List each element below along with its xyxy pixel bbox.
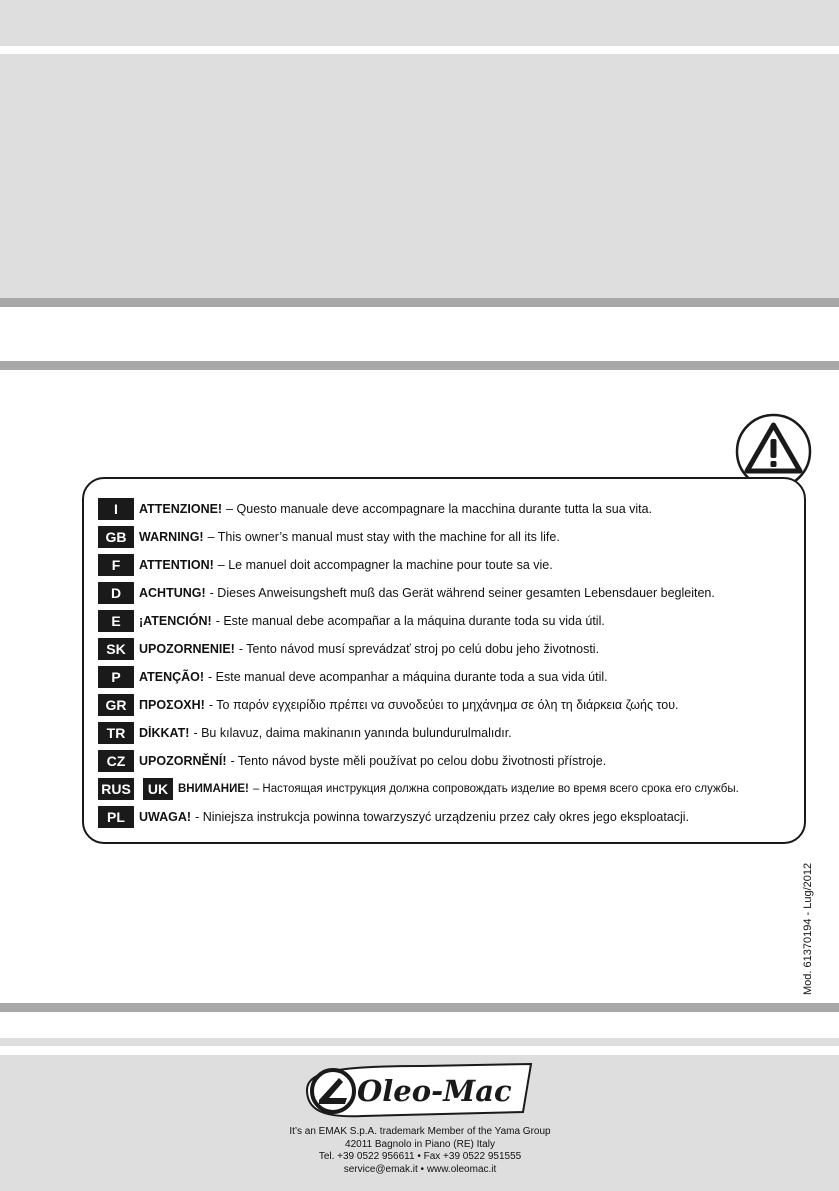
- warning-message: – This owner’s manual must stay with the machine for all its life.: [207, 530, 560, 544]
- warning-label: WARNING!: [139, 530, 204, 544]
- warning-label: UPOZORNENIE!: [139, 642, 235, 656]
- warning-message: – Questo manuale deve accompagnare la macchina durante tutta la sua vita.: [226, 502, 653, 516]
- warning-message: - Este manual debe acompañar a la máquina durante toda su vida útil.: [215, 614, 605, 628]
- top-divider: [0, 298, 839, 307]
- language-code: CZ: [98, 750, 134, 772]
- language-code: GB: [98, 526, 134, 548]
- document-model-code: Mod. 61370194 - Lug/2012: [802, 862, 814, 995]
- warning-row-es: [98, 610, 605, 632]
- warning-message: - Tento návod musí sprevádzať stroj po celú dobu jeho životnosti.: [238, 642, 600, 656]
- warning-row-gb: [98, 526, 560, 548]
- warning-label: ATENÇÃO!: [139, 670, 205, 684]
- language-code-secondary: UK: [143, 778, 173, 800]
- warning-row-gr: [98, 694, 679, 716]
- lower-grey-strip: [0, 1038, 839, 1046]
- warning-row-fr: [98, 554, 553, 576]
- warning-message: - Niniejsza instrukcja powinna towarzyszyć urządzeniu przez cały okres jego eksploatacji.: [195, 810, 690, 824]
- warning-message: - Tento návod byste měli používat po celou dobu životnosti přístroje.: [230, 754, 607, 768]
- warning-row-rus-uk: [98, 778, 739, 800]
- logo-wordmark: Oleo-Mac: [357, 1074, 512, 1108]
- warning-row-pt: [98, 666, 608, 688]
- warning-row-tr: [98, 722, 512, 744]
- middle-divider: [0, 361, 839, 370]
- warning-label: ΠΡΟΣΟΧΗ!: [139, 698, 205, 712]
- warning-label: DİKKAT!: [139, 726, 190, 740]
- multilingual-warning-box: [82, 477, 806, 844]
- warning-label: ATTENZIONE!: [139, 502, 223, 516]
- warning-row-pl: [98, 806, 689, 828]
- top-white-gap: [0, 46, 839, 54]
- language-code: D: [98, 582, 134, 604]
- warning-row-de: [98, 582, 715, 604]
- oleo-mac-logo: [303, 1060, 537, 1122]
- warning-label: ACHTUNG!: [139, 586, 206, 600]
- footer-trademark: It’s an EMAK S.p.A. trademark Member of the Yama Group: [289, 1126, 551, 1137]
- language-code: E: [98, 610, 134, 632]
- warning-message: – Le manuel doit accompagner la machine pour toute sa vie.: [217, 558, 553, 572]
- warning-message: - Dieses Anweisungsheft muß das Gerät während seiner gesamten Lebensdauer begleiten.: [209, 586, 715, 600]
- warning-row-cz: [98, 750, 606, 772]
- lower-divider: [0, 1003, 839, 1012]
- footer-email-web: service@emak.it • www.oleomac.it: [343, 1163, 497, 1175]
- top-grey-block: [0, 54, 839, 298]
- warning-label: ВНИМАНИЕ!: [178, 783, 249, 795]
- warning-message: - Este manual deve acompanhar a máquina durante toda a sua vida útil.: [208, 670, 608, 684]
- warning-row-sk: [98, 638, 599, 660]
- warning-row-it: [98, 498, 652, 520]
- language-code: PL: [98, 806, 134, 828]
- language-code: I: [98, 498, 134, 520]
- warning-label: UWAGA!: [139, 810, 192, 824]
- warning-message: – Настоящая инструкция должна сопровождать изделие во время всего срока его службы.: [252, 783, 739, 795]
- footer-contact: [270, 1126, 570, 1176]
- warning-label: ¡ATENCIÓN!: [139, 614, 212, 628]
- warning-label: UPOZORNĚNÍ!: [139, 754, 227, 768]
- language-code: P: [98, 666, 134, 688]
- footer-address: 42011 Bagnolo in Piano (RE) Italy: [345, 1138, 495, 1150]
- warning-label: ATTENTION!: [139, 558, 214, 572]
- warning-message: - Bu kılavuz, daima makinanın yanında bulundurulmalıdır.: [193, 726, 512, 740]
- language-code: GR: [98, 694, 134, 716]
- language-code: SK: [98, 638, 134, 660]
- footer-phone-fax: Tel. +39 0522 956611 • Fax +39 0522 951555: [318, 1151, 522, 1162]
- language-code: TR: [98, 722, 134, 744]
- warning-message: - Το παρόν εγχειρίδιο πρέπει να συνοδεύει το μηχάνημα σε όλη τη διάρκεια ζωής του.: [208, 698, 679, 712]
- top-grey-strip: [0, 0, 839, 46]
- language-code: RUS: [98, 778, 134, 800]
- language-code: F: [98, 554, 134, 576]
